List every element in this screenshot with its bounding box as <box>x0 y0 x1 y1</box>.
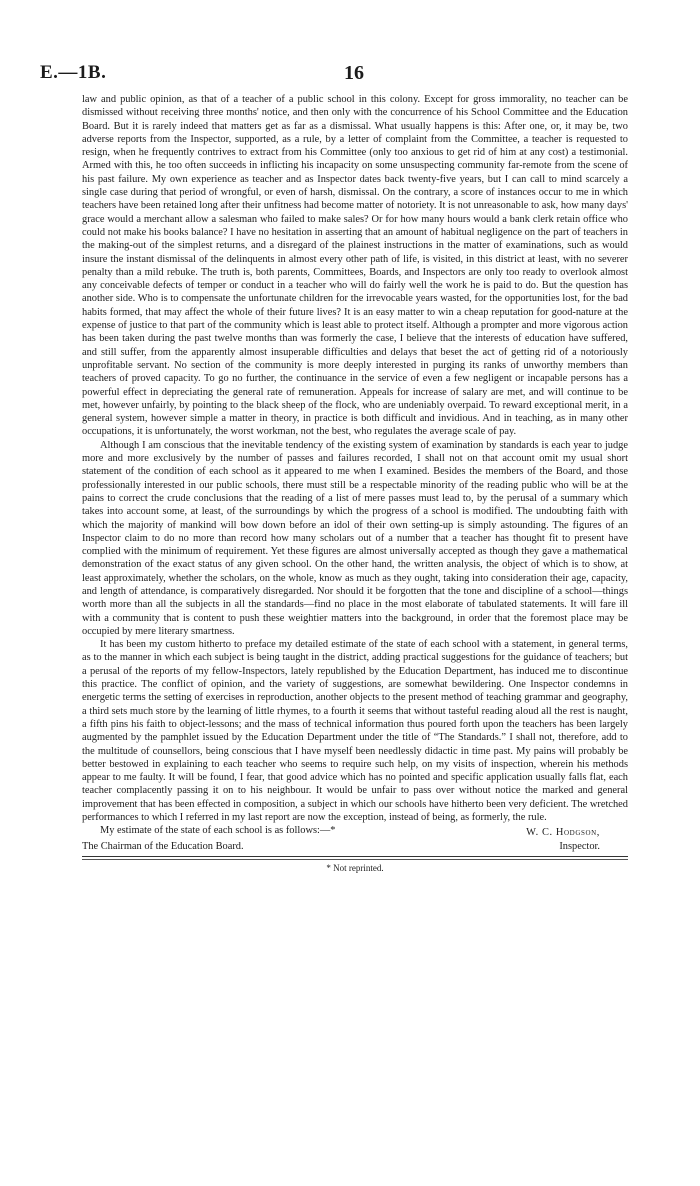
paragraph-estimate-intro: My estimate of the state of each school is as follows:—* <box>100 825 336 837</box>
footnote: * Not reprinted. <box>326 863 384 873</box>
signatory-title: Inspector. <box>559 841 600 852</box>
paragraph-examination-standards: Although I am conscious that the inevitable tendency of the existing system of examination by standards is each year to judge more and more exclusively by the number of passes and failures recorded, I shall not on that account omit my usual short statement of the condition of each school as it appeared to me when I examined. Besides the members of the Board, and those professionally interested in our public schools, there must still be a respectable minority of the reading public who will be at the pains to correct the crude conclusions that the reading of a list of mere passes must lead to, by the perusal of a summary which takes into account some, at least, of the surroundings by which the progress of a school is modified. The undoubting faith with which the majority of mankind will bow down before an idol of their own setting-up is simply astounding. The figures of an Inspector claim to do no more than record how many scholars out of a number that a teacher has thought fit to present have complied with the minimum of requirement. Yet these figures are almost universally accepted as though they gave a mathematical demonstration of the exact status of any given school. On the other hand, the written analysis, the object of which is to show, at least approximately, whether the scholars, on the whole, know as much as they ought, taking into consideration their age, capacity, and length of attendance, is comparatively disregarded. Nor should it be forgotten that the tone and discipline of a school—things worth more than all the subjects in all the standards—find no place in the most elaborate of tabulated statements. It will fare ill with a community that is content to push these weightier matters into the background, in order that the foremost place may be occupied by mere literary smartness. <box>82 439 628 637</box>
signatory-name: W. C. Hodgson, <box>526 827 600 838</box>
document-reference: E.—1B. <box>40 62 107 83</box>
footnote-rule <box>82 856 628 857</box>
page-header <box>40 62 668 86</box>
footnote-rule-secondary <box>82 859 628 860</box>
paragraph-teaching-methods: It has been my custom hitherto to preface my detailed estimate of the state of each school with a statement, in general terms, as to the manner in which each subject is being taught in the district, adding practical suggestions for the guidance of teachers; but a perusal of the reports of my fellow-Inspectors, lately republished by the Education Department, has induced me to discontinue this practice. The conflict of opinion, and the variety of suggestions, are somewhat bewildering. One Inspector condemns in energetic terms the setting of exercises in reproduction, another objects to the present method of teaching grammar and geography, a third sets much store by the learning of little rhymes, to a fourth it seems that without tasteful reading aloud all the rest is naught, a fifth pins his faith to object-lessons; and the mass of technical information thus poured forth upon the teachers has been largely augmented by the pamphlet issued by the Education Department under the title of “The Standards.” I shall not, therefore, add to the multitude of counsellors, being conscious that I have myself been needlessly didactic in time past. My pains will probably be better bestowed in explaining to each teacher who seems to require such help, on my visits of inspection, wherein his methods appear to me faulty. It will be found, I fear, that good advice which has no pointed and specific application usually falls flat, each teacher complacently passing it on to his neighbour. It would be unfair to pass over without notice the marked and general improvement that has been effected in composition, a subject in which our schools have hitherto been very deficient. The wretched performances to which I referred in my last report are now the exception, instead of being, as formerly, the rule. <box>82 639 628 824</box>
report-body <box>82 93 628 838</box>
paragraph-dismissal: law and public opinion, as that of a teacher of a public school in this colony. Except for gross immorality, no teacher can be dismissed without receiving three months' notice, and then only with the concurrence of his School Committee and the Education Board. But it is rarely indeed that matters get as far as a dismissal. What usually happens is this: After one, or, it may be, two adverse reports from the Inspector, supported, as a rule, by a letter of complaint from the Committee, a teacher is requested to resign, when he frequently contrives to extract from his Committee (only too anxious to get rid of him at any cost) a testimonial. Armed with this, he too often succeeds in inflicting his incapacity on some unsuspecting community far-remote from the scene of his past failure. My own experience as teacher and as Inspector dates back twenty-five years, but I can call to mind scarcely a single case during that period of wrongful, or even of harsh, dismissal. On the contrary, a score of instances occur to me in which teachers have been retained long after their unfitness had become matter of notoriety. It is not unreasonable to ask, how many days' grace would a merchant allow a salesman who failed to make sales? Or for how many hours would a bank clerk retain office who could not make his books balance? I have no hesitation in asserting that an amount of habitual negligence on the part of teachers in the making-out of the simplest returns, and a disregard of the plainest instructions in the matter of examinations, such as would insure the instant dismissal of the delinquents in almost every other path of life, is visited, in this district at least, with no severer penalty than a mild rebuke. The truth is, both parents, Committees, Boards, and Inspectors are only too ready to overlook almost any conceivable defects of temper or conduct in a teacher who will do fairly well the work he is paid to do. But the question has another side. Who is to compensate the unfortunate children for the irrevocable years wasted, for the opportunities lost, for the bad habits formed, that may affect the whole of their future lives? It is an easy matter to win a cheap reputation for good-nature at the expense of justice to that part of the community which is least able to protect itself. Although a prompter and more vigorous action has been taken during the past twelve months than was formerly the case, I believe that the interests of education have suffered, and still suffer, from the apparently almost insuperable difficulties and delays that beset the act of getting rid of a notoriously unprofitable servant. No section of the community is more deeply interested in purging its ranks of unworthy members than teachers of proved capacity. To go no further, the continuance in the service of even a few negligent or incapable persons has a powerful effect in depreciating the general rate of remuneration. Appeals for increase of salary are met, and will continue to be met, however unfairly, by pointing to the black sheep of the flock, who are undeniably overpaid. To reward exceptional merit, in a general system, however simple a matter in theory, in practice is both difficult and invidious. And in teaching, as in many other occupations, it is unfortunately, the worst workman, not the best, who regulates the average scale of pay. <box>82 94 628 438</box>
addressee: The Chairman of the Education Board. <box>82 841 244 852</box>
page-number: 16 <box>344 62 364 84</box>
